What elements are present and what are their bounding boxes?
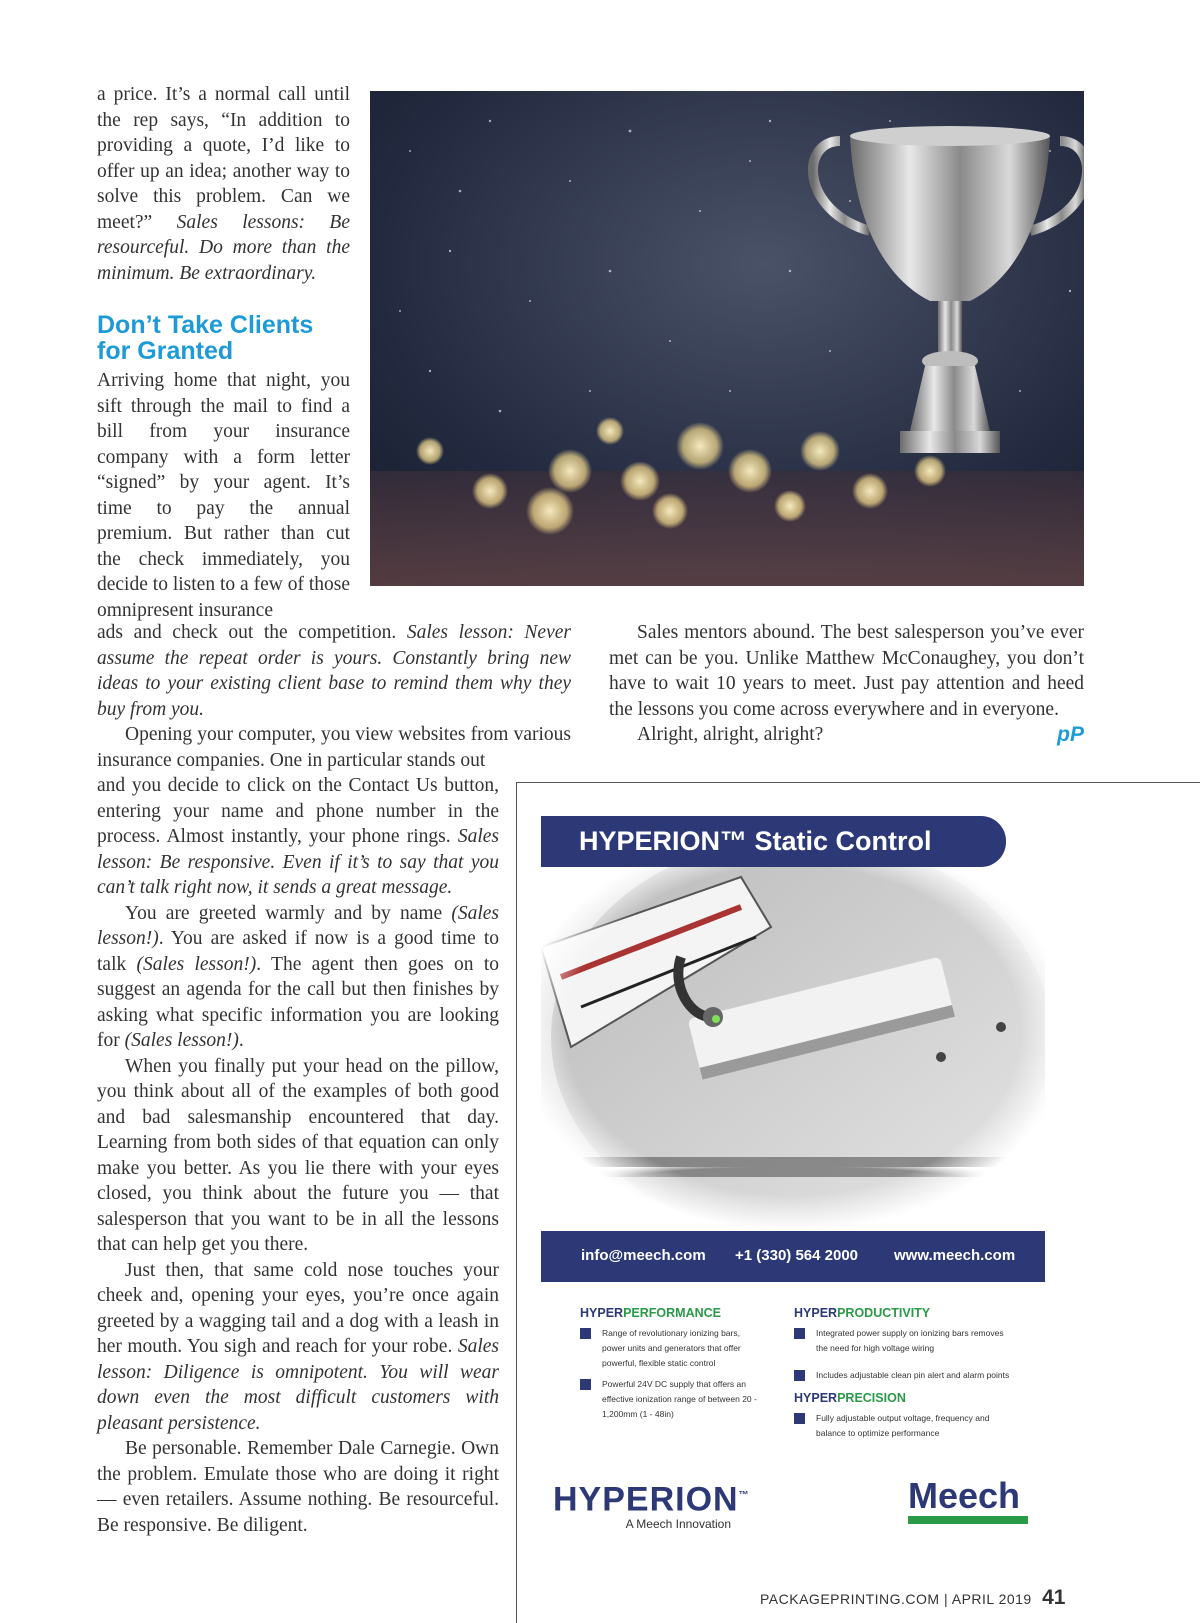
article-col1-wide [97,620,571,773]
ad-contact-bar [541,1231,1045,1282]
feature-item: Range of revolutionary ionizing bars, power units and generators that offer powerful, flexible static control [580,1326,760,1371]
bullet-square-icon [580,1379,591,1390]
page-number: 41 [1042,1586,1066,1609]
trophy-illustration [370,91,1084,586]
mentors-paragraph: Sales mentors abound. The best salesperson you’ve ever met can be you. Unlike Matthew McConaughey, you don’t have to wait 10 years to meet. Just pay attention and heed the lessons you come across everywhere and in everyone. [609,622,1084,720]
dog-paragraph: Just then, that same cold nose touches your cheek and, opening your eyes, you’re once again greeted by a wagging tail and a dog with a leash in her mouth. You sigh and reach for your robe. Sales lesson: Diligence is omnipotent. You will wear down even the most difficult customers with pleasant persistence. [97,1259,499,1434]
alright-paragraph: Alright, alright, alright? pP [637,723,1084,746]
opening-paragraph-start: Opening your computer, you view websites from various insurance companies. One in particular stands out [97,724,571,771]
ads-paragraph: ads and check out the competition. Sales lesson: Never assume the repeat order is yours. Constantly bring new ideas to your existing client base to remind them why they buy from you. [97,622,571,720]
bullet-square-icon [580,1328,591,1339]
personable-paragraph: Be personable. Remember Dale Carnegie. Own the problem. Emulate those who are doing it right — even retailers. Assume nothing. Be resourceful. Be responsive. Be diligent. [97,1438,499,1536]
precision-heading: HYPERPRECISION [794,1391,906,1405]
arriving-paragraph: Arriving home that night, you sift through the mail to find a bill from your insurance company with a form letter “signed” by your agent. It’s time to pay the annual premium. But rather than cut the check immediately, you decide to listen to a few of those omnipresent insurance [97,370,350,621]
feature-item: Powerful 24V DC supply that offers an effective ionization range of between 20 - 1,200mm (1 - 48in) [580,1377,760,1422]
sales-lesson: Sales lesson: Diligence is omnipotent. You will wear down even the most difficult customers with pleasant persistence. [97,1336,499,1434]
bullet-square-icon [794,1413,805,1424]
ad-email[interactable]: info@meech.com [581,1247,706,1264]
intro-paragraph: a price. It’s a normal call until the rep says, “In addition to providing a quote, I’d like to offer up an idea; another way to solve this problem. Can we meet?” Sales lessons: Be resourceful. Do more than the minimum. Be extraordinary. [97,84,350,284]
sales-lesson: Sales lesson: Never assume the repeat order is yours. Constantly bring new ideas to your existing client base to remind them why they buy from you. [97,622,571,720]
page-footer [760,1586,1065,1610]
productivity-heading: HYPERPRODUCTIVITY [794,1306,931,1320]
pillow-paragraph: When you finally put your head on the pillow, you think about all of the examples of both good and bad salesmanship encountered that day. Learning from both sides of that equation can only make you better. As you lie there with your eyes closed, you think about the future you — that salesperson that you want to be in all the lessons that can help get you there. [97,1055,499,1255]
ionizing-bar-illustration [541,867,1045,1231]
feature-item: Integrated power supply on ionizing bars removes the need for high voltage wiring [794,1326,1014,1356]
article-col1-narrow [97,773,499,1538]
ad-website[interactable]: www.meech.com [894,1247,1016,1264]
trophy-photo [370,91,1084,586]
sales-lesson: Sales lesson: Be responsive. Even if it’s to say that you can’t talk right now, it sends a great message. [97,826,499,898]
ad-title-banner: HYPERION™ Static Control [541,816,1006,867]
opening-paragraph-cont: and you decide to click on the Contact Us button, entering your name and phone number in the process. Almost instantly, your phone rings. Sales lesson: Be responsive. Even if it’s to say that you can’t talk right now, it sends a great message. [97,775,499,898]
greeted-paragraph: You are greeted warmly and by name (Sales lesson!). You are asked if now is a good time to talk (Sales lesson!). The agent then goes on to suggest an agenda for the call but then finishes by asking what specific information you are looking for (Sales lesson!). [97,902,499,1051]
end-mark: pP [1057,723,1084,746]
meech-logo: Meech [908,1478,1038,1524]
footer-site: PACKAGEPRINTING.COM | APRIL 2019 [760,1591,1032,1607]
hyperion-logo: HYPERION™ A Meech Innovation [553,1480,750,1532]
feature-item: Fully adjustable output voltage, frequency and balance to optimize performance [794,1411,1014,1441]
performance-heading: HYPERPERFORMANCE [580,1306,721,1320]
article-col1-top [97,82,350,623]
article-col2 [609,620,1084,748]
ad-product-photo [541,867,1045,1231]
ad-productivity-features [794,1306,1014,1441]
section-heading: Don’t Take Clients for Granted [97,311,314,365]
bullet-square-icon [794,1328,805,1339]
bullet-square-icon [794,1370,805,1381]
ad-performance-features [580,1306,760,1422]
meech-logo-bar [908,1516,1028,1524]
sales-lesson: Sales lessons: Be resourceful. Do more than the minimum. Be extraordinary. [97,211,350,284]
ad-phone: +1 (330) 564 2000 [735,1247,859,1264]
feature-item: Includes adjustable clean pin alert and alarm points [794,1368,1014,1383]
